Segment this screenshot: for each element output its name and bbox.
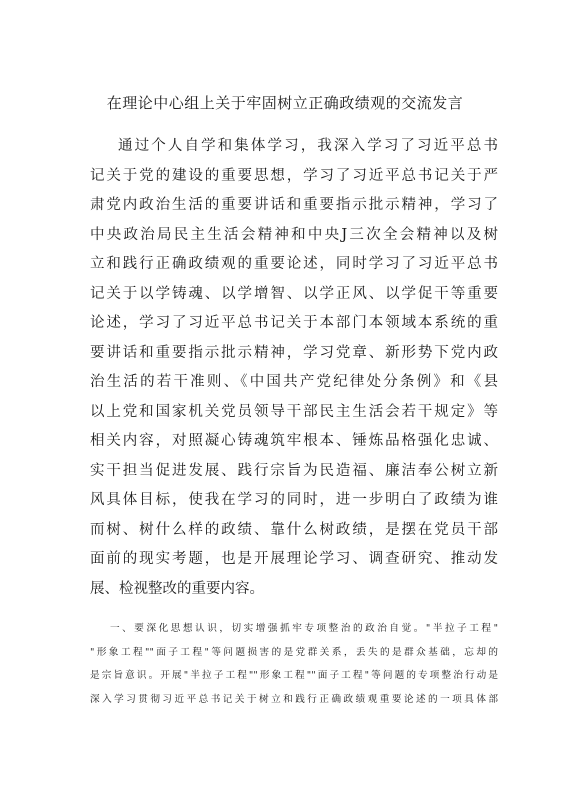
body-line: 论述，学习了习近平总书记关于本部门本领域本系统的重 bbox=[90, 315, 498, 331]
section-line: 一、要深化思想认识，切实增强抓牢专项整治的政治自觉。"半拉子工程" bbox=[110, 623, 498, 634]
body-line: 以上党和国家机关党员领导干部民主生活会若干规定》等 bbox=[90, 403, 498, 420]
section-line: 是宗旨意识。开展"半拉子工程""形象工程""面子工程"等问题的专项整治行动是 bbox=[90, 670, 498, 681]
body-line: 要讲话和重要指示批示精神，学习党章、新形势下党内政 bbox=[90, 344, 498, 361]
body-line: 面前的现实考题，也是开展理论学习、调查研究、推动发 bbox=[90, 551, 498, 567]
document-title: 在理论中心组上关于牢固树立正确政绩观的交流发言 bbox=[106, 94, 464, 112]
body-line: 记关于党的建设的重要思想，学习了习近平总书记关于严 bbox=[90, 167, 498, 184]
section-line: "形象工程""面子工程"等问题损害的是党群关系，丢失的是群众基础，忘却的 bbox=[90, 646, 498, 658]
body-line: 通过个人自学和集体学习，我深入学习了习近平总书 bbox=[118, 138, 498, 154]
body-line: 风具体目标，使我在学习的同时，进一步明白了政绩为谁 bbox=[90, 492, 498, 508]
body-line: 实干担当促进发展、践行宗旨为民造福、廉洁奉公树立新 bbox=[90, 462, 498, 479]
body-line: 相关内容，对照凝心铸魂筑牢根本、锤炼品格强化忠诚、 bbox=[90, 433, 498, 449]
body-line: 肃党内政治生活的重要讲话和重要指示批示精神，学习了 bbox=[90, 197, 498, 213]
body-line: 中央政治局民主生活会精神和中央J三次全会精神以及树 bbox=[90, 226, 498, 243]
body-line: 而树、树什么样的政绩、靠什么树政绩，是摆在党员干部 bbox=[90, 521, 498, 538]
body-paragraph bbox=[90, 132, 498, 604]
body-line: 立和践行正确政绩观的重要论述，同时学习了习近平总书 bbox=[90, 256, 498, 272]
section-line: 深入学习贯彻习近平总书记关于树立和践行正确政绩观重要论述的一项具体部 bbox=[90, 693, 498, 705]
body-line: 展、检视整改的重要内容。 bbox=[90, 580, 264, 597]
body-line: 记关于以学铸魂、以学增智、以学正风、以学促干等重要 bbox=[90, 285, 498, 302]
section-paragraph bbox=[90, 617, 498, 711]
body-line: 治生活的若干准则、《中国共产党纪律处分条例》和《县 bbox=[90, 374, 498, 390]
